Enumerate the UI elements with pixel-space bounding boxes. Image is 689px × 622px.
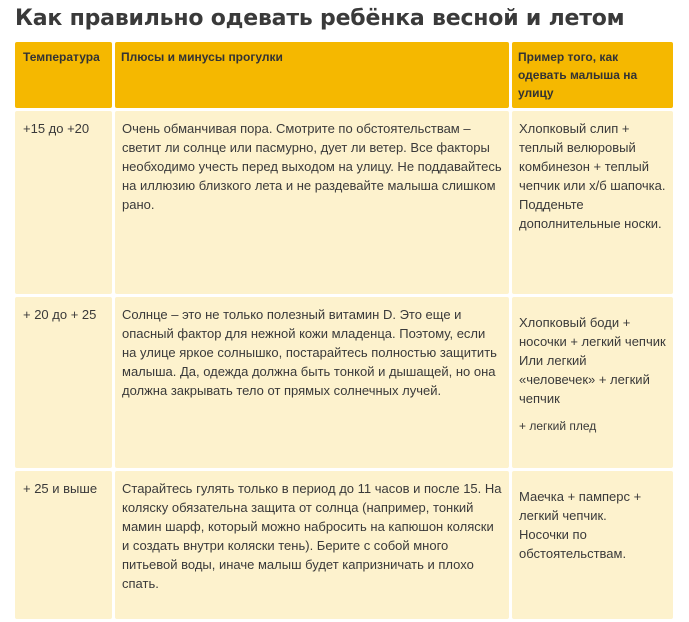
example-text: Или легкий «человечек» + легкий чепчик — [519, 353, 650, 406]
pros-cons-cell: Очень обманчивая пора. Смотрите по обстоятельствам – светит ли солнце или пасмурно, дует ли ветер. Все факторы необходимо учесть перед выходом на улицу. Не поддавайтесь на иллюзию близкого лета и не раздевайте малыша слишком рано. — [115, 111, 509, 294]
pros-cons-cell: Старайтесь гулять только в период до 11 часов и после 15. На коляску обязательна защита от солнца (например, тонкий мамин шарф, который можно набросить на капюшон коляски и создать внутри коляски тень). Берите с собой много питьевой воды, иначе малыш будет капризничать и плохо спать. — [115, 471, 509, 619]
temperature-cell: + 25 и выше — [15, 471, 112, 619]
example-text: Хлопковый боди + носочки + легкий чепчик — [519, 315, 666, 349]
example-cell — [512, 111, 673, 294]
header-example: Пример того, как одевать малыша на улицу — [512, 42, 673, 108]
table-row — [15, 111, 676, 294]
temperature-cell: +15 до +20 — [15, 111, 112, 294]
header-temperature: Температура — [15, 42, 112, 108]
table-header-row — [15, 42, 676, 108]
example-note: + легкий плед — [519, 419, 597, 433]
example-text: Носочки по обстоятельствам. — [519, 527, 627, 561]
header-pros-cons: Плюсы и минусы прогулки — [115, 42, 509, 108]
clothing-table — [15, 42, 676, 622]
example-cell — [512, 471, 673, 619]
example-cell — [512, 297, 673, 468]
temperature-cell: + 20 до + 25 — [15, 297, 112, 468]
example-text: Маечка + памперс + легкий чепчик. — [519, 489, 642, 523]
page-title: Как правильно одевать ребёнка весной и летом — [15, 6, 625, 31]
pros-cons-cell: Солнце – это не только полезный витамин D. Это еще и опасный фактор для нежной кожи младенца. Поэтому, если на улице яркое солнышко, постарайтесь полностью защитить малыша. Да, одежда должна быть тонкой и дышащей, но она должна закрывать тело от прямых солнечных лучей. — [115, 297, 509, 468]
example-text: Хлопковый слип + теплый велюровый комбинезон + теплый чепчик или х/б шапочка. Подденьте дополнительные носки. — [519, 121, 666, 231]
table-row — [15, 297, 676, 468]
table-row — [15, 471, 676, 619]
